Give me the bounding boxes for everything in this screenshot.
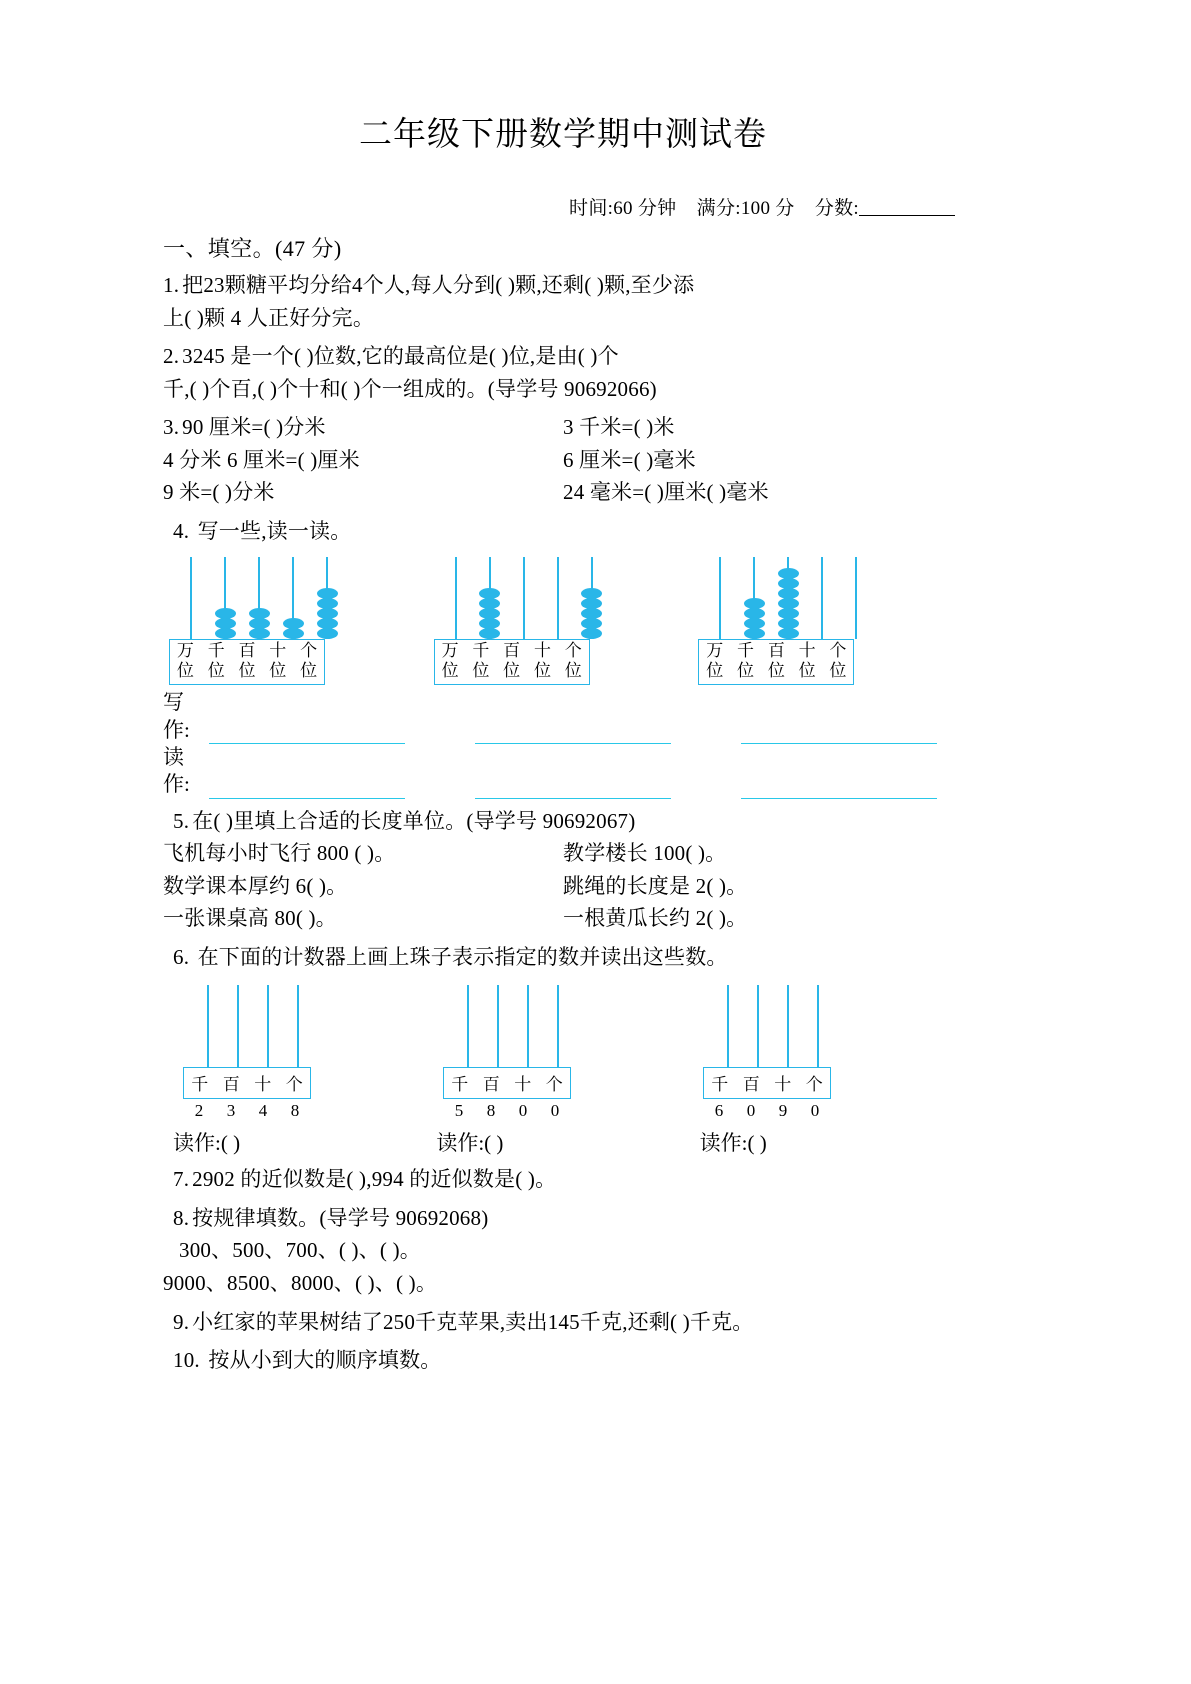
abacus-1[interactable] xyxy=(169,557,434,685)
question-8-sequence-2: 9000、8500、8000、( )、( )。 xyxy=(163,1271,438,1296)
abacus-bead xyxy=(215,628,236,639)
counter-digit: 5 xyxy=(454,1101,464,1121)
place-label: 万 xyxy=(441,641,459,662)
question-6-number: 6. xyxy=(173,944,190,969)
abacus-rods xyxy=(176,557,322,639)
question-3-row-1 xyxy=(163,411,963,444)
question-8 xyxy=(163,1202,963,1300)
question-9-text: 小红家的苹果树结了250千克苹果,卖出145千克,还剩( )千克。 xyxy=(192,1309,754,1334)
abacus-bead xyxy=(744,628,765,639)
question-3-pair-0-left: 90 厘米=( )分米 xyxy=(182,415,326,440)
place-label-wei: 位 xyxy=(564,660,582,681)
counter-3[interactable] xyxy=(703,985,963,1121)
counter-place-label: 十 xyxy=(514,1075,532,1096)
question-4-text: 写一些,读一读。 xyxy=(197,518,352,543)
question-8-sequence-1: 300、500、700、( )、( )。 xyxy=(179,1238,421,1263)
question-9-number: 9. xyxy=(173,1309,190,1334)
counter-rod[interactable] xyxy=(727,985,729,1067)
counter-target-number xyxy=(183,1101,311,1121)
place-label-wei: 位 xyxy=(176,660,194,681)
read-answer-blank-1[interactable] xyxy=(209,772,405,799)
abacus-body xyxy=(169,557,329,685)
counter-place-label: 千 xyxy=(451,1075,469,1096)
counter-digit: 9 xyxy=(778,1101,788,1121)
counter-rod[interactable] xyxy=(817,985,819,1067)
write-answer-blank-2[interactable] xyxy=(475,717,671,744)
read-answer-counter-3[interactable]: 读作:( ) xyxy=(699,1131,767,1156)
counter-body xyxy=(703,985,831,1121)
place-label-wei: 位 xyxy=(737,660,755,681)
abacus-rod xyxy=(523,557,525,639)
counter-digit: 2 xyxy=(194,1101,204,1121)
read-answer-blank-2[interactable] xyxy=(475,772,671,799)
place-value-label-box xyxy=(434,639,590,685)
abacus-bead xyxy=(249,628,270,639)
place-label-wei: 位 xyxy=(472,660,490,681)
place-label: 十 xyxy=(269,641,287,662)
place-label: 十 xyxy=(798,641,816,662)
counter-place-label-box xyxy=(703,1067,831,1099)
abacus-diagram-group xyxy=(169,557,963,685)
abacus-bead xyxy=(479,628,500,639)
question-1-line1: 把23颗糖平均分给4个人,每人分到( )颗,还剩( )颗,至少添 xyxy=(182,273,695,297)
counter-rod[interactable] xyxy=(267,985,269,1067)
question-10 xyxy=(163,1344,963,1377)
place-label-wei: 位 xyxy=(238,660,256,681)
counter-2[interactable] xyxy=(443,985,703,1121)
abacus-rod xyxy=(821,557,823,639)
counter-place-label-box xyxy=(443,1067,571,1099)
read-answer-counter-2[interactable]: 读作:( ) xyxy=(436,1131,504,1156)
counter-target-number xyxy=(703,1101,831,1121)
counter-digit: 0 xyxy=(550,1101,560,1121)
question-5-pair-2-right: 一根黄瓜长约 2( )。 xyxy=(563,906,748,931)
abacus-bead xyxy=(581,628,602,639)
question-6-read-answers xyxy=(173,1127,963,1157)
place-label: 千 xyxy=(207,641,225,662)
abacus-rods xyxy=(705,557,851,639)
question-5-number: 5. xyxy=(173,808,190,833)
time-limit: 时间:60 分钟 xyxy=(569,198,677,219)
question-7-number: 7. xyxy=(173,1167,190,1192)
counter-rod[interactable] xyxy=(497,985,499,1067)
abacus-rod xyxy=(719,557,721,639)
question-9 xyxy=(163,1306,963,1339)
place-label-wei: 位 xyxy=(441,660,459,681)
place-label-wei: 位 xyxy=(798,660,816,681)
question-6 xyxy=(163,941,963,974)
score-label: 分数: xyxy=(814,198,859,219)
counter-digit: 0 xyxy=(518,1101,528,1121)
read-answer-blank-3[interactable] xyxy=(741,772,937,799)
counter-rods xyxy=(453,985,563,1067)
write-answer-blank-3[interactable] xyxy=(741,717,937,744)
write-answer-blank-1[interactable] xyxy=(209,717,405,744)
place-label-wei: 位 xyxy=(207,660,225,681)
counter-place-label: 十 xyxy=(774,1075,792,1096)
place-value-label-box xyxy=(698,639,854,685)
counter-rods xyxy=(193,985,303,1067)
counter-rod[interactable] xyxy=(207,985,209,1067)
question-5-row-3 xyxy=(163,902,963,935)
question-3-row-2 xyxy=(163,444,963,477)
counter-digit: 0 xyxy=(810,1101,820,1121)
question-2-line1: 3245 是一个( )位数,它的最高位是( )位,是由( )个 xyxy=(182,344,619,369)
counter-digit: 3 xyxy=(226,1101,236,1121)
place-value-label-box xyxy=(169,639,325,685)
abacus-bead-stack[interactable] xyxy=(743,599,765,639)
abacus-2[interactable] xyxy=(434,557,699,685)
counter-rod[interactable] xyxy=(237,985,239,1067)
counter-1[interactable] xyxy=(183,985,443,1121)
place-label: 万 xyxy=(706,641,724,662)
counter-rod[interactable] xyxy=(527,985,529,1067)
write-answer-label: 写作: xyxy=(163,690,190,742)
question-3-pair-2-right: 24 毫米=( )厘米( )毫米 xyxy=(563,480,769,505)
question-3-pair-0-right: 3 千米=( )米 xyxy=(563,415,675,440)
counter-rods xyxy=(713,985,823,1067)
abacus-bead-stack[interactable] xyxy=(316,589,338,639)
question-7-text: 2902 的近似数是( ),994 的近似数是( )。 xyxy=(192,1167,557,1192)
question-5-pair-2-left: 一张课桌高 80( )。 xyxy=(163,906,337,931)
counter-rod[interactable] xyxy=(297,985,299,1067)
counter-digit: 0 xyxy=(746,1101,756,1121)
place-label: 个 xyxy=(300,641,318,662)
abacus-body xyxy=(698,557,858,685)
question-3-row-3 xyxy=(163,476,963,509)
counter-place-label-box xyxy=(183,1067,311,1099)
question-1-number: 1. xyxy=(163,273,180,297)
counter-body xyxy=(443,985,571,1121)
counter-place-label: 个 xyxy=(545,1075,563,1096)
place-label-wei: 位 xyxy=(767,660,785,681)
question-4 xyxy=(163,515,963,548)
place-label-wei: 位 xyxy=(503,660,521,681)
read-answer-counter-1[interactable]: 读作:( ) xyxy=(173,1131,241,1156)
question-1-line2: 上( )颗 4 人正好分完。 xyxy=(163,305,375,330)
write-read-answer-block xyxy=(163,689,963,798)
question-3-number: 3. xyxy=(163,415,180,440)
question-4-number: 4. xyxy=(173,518,190,543)
counter-place-label: 个 xyxy=(285,1075,303,1096)
counter-digit: 4 xyxy=(258,1101,268,1121)
place-label: 个 xyxy=(564,641,582,662)
question-5-pair-0-right: 教学楼长 100( )。 xyxy=(563,841,727,866)
page-title: 二年级下册数学期中测试卷 xyxy=(359,114,767,153)
read-answer-lines xyxy=(209,772,963,799)
question-5-pair-0-left: 飞机每小时飞行 800 ( )。 xyxy=(163,841,396,866)
abacus-bead-stack[interactable] xyxy=(248,609,270,639)
place-label-wei: 位 xyxy=(706,660,724,681)
place-label-wei: 位 xyxy=(829,660,847,681)
counter-place-label: 千 xyxy=(191,1075,209,1096)
question-6-text: 在下面的计数器上画上珠子表示指定的数并读出这些数。 xyxy=(197,944,728,969)
abacus-bead-stack[interactable] xyxy=(581,589,603,639)
question-7 xyxy=(163,1163,963,1196)
counter-digit: 8 xyxy=(290,1101,300,1121)
counter-place-label: 百 xyxy=(482,1075,500,1096)
abacus-rod xyxy=(855,557,857,639)
place-label-wei: 位 xyxy=(533,660,551,681)
abacus-bead-stack[interactable] xyxy=(282,619,304,639)
counter-body xyxy=(183,985,311,1121)
full-score: 满分:100 分 xyxy=(696,198,795,219)
question-5-row-1 xyxy=(163,837,963,870)
counter-digit: 8 xyxy=(486,1101,496,1121)
abacus-bead xyxy=(283,628,304,639)
place-label: 万 xyxy=(176,641,194,662)
abacus-3[interactable] xyxy=(698,557,963,685)
question-2 xyxy=(163,340,963,405)
question-10-number: 10. xyxy=(173,1348,200,1373)
abacus-bead-stack[interactable] xyxy=(214,609,236,639)
counter-target-number xyxy=(443,1101,571,1121)
question-3-pair-2-left: 9 米=( )分米 xyxy=(163,480,275,505)
place-label-wei: 位 xyxy=(269,660,287,681)
question-10-text: 按从小到大的顺序填数。 xyxy=(208,1348,442,1373)
question-3-pair-1-right: 6 厘米=( )毫米 xyxy=(563,447,696,472)
counter-rod[interactable] xyxy=(557,985,559,1067)
abacus-bead xyxy=(778,628,799,639)
write-answer-lines xyxy=(209,717,963,744)
read-answer-label: 读作: xyxy=(163,745,190,797)
abacus-rod xyxy=(455,557,457,639)
counter-place-label: 百 xyxy=(742,1075,760,1096)
counter-place-label: 百 xyxy=(222,1075,240,1096)
question-5-pair-1-right: 跳绳的长度是 2( )。 xyxy=(563,873,748,898)
counter-diagram-group xyxy=(183,985,963,1121)
section-heading-fill-in-blank: 一、填空。(47 分) xyxy=(163,236,342,261)
abacus-bead-stack[interactable] xyxy=(479,589,501,639)
question-3 xyxy=(163,411,963,509)
place-label: 千 xyxy=(737,641,755,662)
place-label: 百 xyxy=(238,641,256,662)
abacus-rod xyxy=(557,557,559,639)
place-label: 百 xyxy=(767,641,785,662)
write-answer-row xyxy=(163,689,963,744)
counter-rod[interactable] xyxy=(757,985,759,1067)
counter-digit: 6 xyxy=(714,1101,724,1121)
place-label: 千 xyxy=(472,641,490,662)
question-1 xyxy=(163,269,963,334)
question-2-line2: 千,( )个百,( )个十和( )个一组成的。(导学号 90692066) xyxy=(163,376,657,401)
question-5 xyxy=(163,805,963,935)
question-2-number: 2. xyxy=(163,344,180,369)
question-5-line1: 在( )里填上合适的长度单位。(导学号 90692067) xyxy=(192,808,636,833)
page-content xyxy=(163,0,963,1377)
question-3-pair-1-left: 4 分米 6 厘米=( )厘米 xyxy=(163,447,360,472)
question-5-pair-1-left: 数学课本厚约 6( )。 xyxy=(163,873,348,898)
read-answer-row xyxy=(163,744,963,799)
question-8-text: 按规律填数。(导学号 90692068) xyxy=(192,1205,489,1230)
place-label: 个 xyxy=(829,641,847,662)
abacus-bead-stack[interactable] xyxy=(777,569,799,639)
counter-rod[interactable] xyxy=(787,985,789,1067)
counter-rod[interactable] xyxy=(467,985,469,1067)
exam-meta xyxy=(163,193,963,220)
abacus-rod xyxy=(190,557,192,639)
question-8-number: 8. xyxy=(173,1205,190,1230)
counter-place-label: 十 xyxy=(254,1075,272,1096)
counter-place-label: 千 xyxy=(711,1075,729,1096)
abacus-body xyxy=(434,557,594,685)
place-label: 十 xyxy=(533,641,551,662)
score-blank[interactable] xyxy=(859,198,955,216)
question-5-row-2 xyxy=(163,870,963,903)
abacus-rods xyxy=(441,557,587,639)
place-label-wei: 位 xyxy=(300,660,318,681)
counter-place-label: 个 xyxy=(805,1075,823,1096)
place-label: 百 xyxy=(503,641,521,662)
abacus-bead xyxy=(317,628,338,639)
